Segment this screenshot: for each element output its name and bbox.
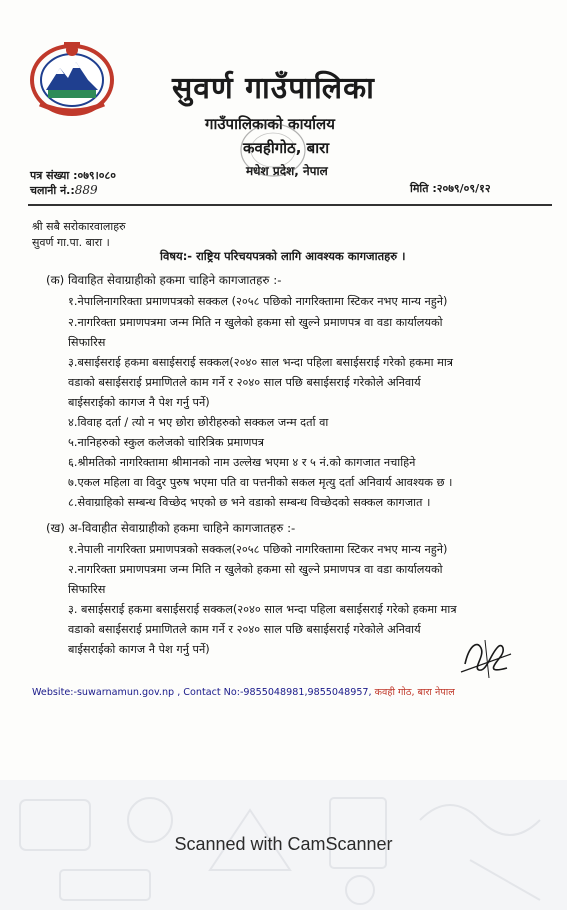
signature-icon	[455, 634, 517, 682]
section-b-line: १.नेपाली नागरिक्ता प्रमाणपत्रको सक्कल(२०५८ पछिको नागरिक्तामा स्टिकर नभए मान्य नहुने)	[68, 543, 448, 556]
dispatch-number-value: 889	[74, 183, 98, 197]
municipality-title: सुवर्ण गाउँपालिका	[172, 71, 375, 106]
dispatch-number	[30, 183, 98, 198]
section-b-line: बाईसराईको कागज नै पेश गर्नु पर्ने)	[68, 643, 210, 656]
letter-subject: विषय:- राष्ट्रिय परिचयपत्रको लागि आवश्यक कागजातहरु ।	[160, 249, 406, 263]
office-stamp-icon	[238, 120, 308, 180]
office-name: गाउँपालिकाको कार्यालय	[205, 115, 335, 133]
letter-date: मिति :२०७९/०९/१२	[410, 182, 491, 195]
section-b-line: वडाको बसाईसराई प्रमाणितले काम गर्ने र २०४० साल पछि बसाईसराई गरेकोले अनिवार्य	[68, 623, 421, 636]
province-line: मधेश प्रदेश, नेपाल	[246, 164, 328, 178]
section-a-line: २.नागरिक्ता प्रमाणपत्रमा जन्म मिति न खुलेको हकमा सो खुल्ने प्रमाणपत्र वा वडा कार्यालयको	[68, 316, 443, 329]
recipient-line-1: श्री सबै सरोकारवालाहरु	[32, 220, 126, 233]
section-a-heading: (क) विवाहित सेवाग्राहीको हकमा चाहिने कागजातहरु :-	[46, 273, 282, 287]
nepal-emblem-icon	[26, 38, 118, 118]
footer-address: कवही गोठ, बारा नेपाल	[374, 687, 455, 698]
section-b-line: ३. बसाईसराई हकमा बसाईसराई सक्कल(२०४० साल भन्दा पहिला बसाईसराई गरेको हकमा मात्र	[68, 603, 457, 616]
section-b-line: सिफारिस	[68, 583, 106, 596]
section-a-line: ५.नानिहरुको स्कुल कलेजको चारित्रिक प्रमाणपत्र	[68, 436, 265, 449]
recipient-line-2: सुवर्ण गा.पा. बारा ।	[32, 236, 110, 249]
section-a-line: सिफारिस	[68, 336, 106, 349]
letter-reference-number: पत्र संख्या :०७९।०८०	[30, 169, 116, 182]
section-a-line: ७.एकल महिला वा विदुर पुरुष भएमा पति वा पत्तनीको सकल मृत्यु दर्ता अनिवार्य आवश्यक छ ।	[68, 476, 453, 489]
header-divider	[28, 204, 552, 206]
section-a-line: ४.विवाह दर्ता / त्यो न भए छोरा छोरीहरुको सक्कल जन्म दर्ता वा	[68, 416, 329, 429]
section-a-line: बाईसराईको कागज नै पेश गर्नु पर्ने)	[68, 396, 210, 409]
section-a-line: ८.सेवाग्राहिको सम्बन्ध विच्छेद भएको छ भने वडाको सम्बन्ध विच्छेदको सक्कल कागजात ।	[68, 496, 431, 509]
footer-contact	[32, 685, 455, 698]
dispatch-number-label: चलानी नं.:	[30, 184, 75, 197]
section-b-heading: (ख) अ-विवाहीत सेवाग्राहीको हकमा चाहिने कागजातहरु :-	[46, 521, 296, 535]
office-location: कवहीगोठ, बारा	[243, 139, 330, 157]
camscanner-watermark: Scanned with CamScanner	[174, 834, 393, 854]
section-a-line: १.नेपालिनागरिक्ता प्रमाणपत्रको सक्कल (२०५८ पछिको नागरिक्तामा स्टिकर नभए मान्य नहुने)	[68, 295, 448, 308]
section-a-line: वडाको बसाईसराई प्रमाणितले काम गर्ने र २०४० साल पछि बसाईसराई गरेकोले अनिवार्य	[68, 376, 421, 389]
section-b-line: २.नागरिक्ता प्रमाणपत्रमा जन्म मिति न खुलेको हकमा सो खुल्ने प्रमाणपत्र वा वडा कार्यालयको	[68, 563, 443, 576]
section-a-line: ३.बसाईसराई हकमा बसाईसराई सक्कल(२०४० साल भन्दा पहिला बसाईसराई गरेको हकमा मात्र	[68, 356, 453, 369]
section-a-line: ६.श्रीमतिको नागरिक्तामा श्रीमानको नाम उल्लेख भएमा ४ र ५ नं.को कागजात नचाहिने	[68, 456, 416, 469]
footer-contact-text: Website:-suwarnamun.gov.np , Contact No:-9855048981,9855048957,	[32, 687, 372, 698]
